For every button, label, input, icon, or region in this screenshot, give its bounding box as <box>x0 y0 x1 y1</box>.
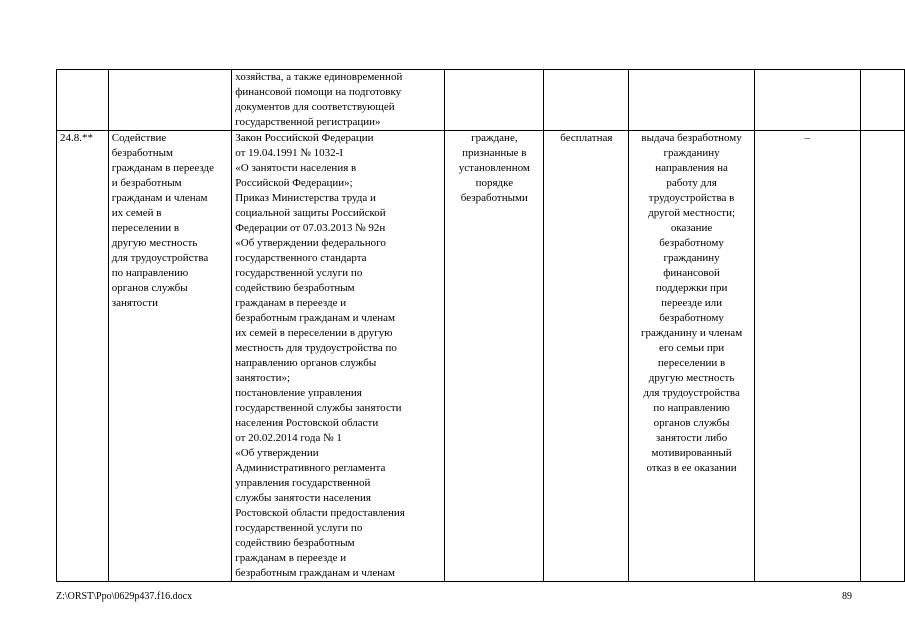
result-line: другую местность <box>648 372 735 384</box>
legal-basis-line: постановление управления <box>235 387 362 399</box>
cell-recipients <box>445 70 544 131</box>
table-row-24-8 <box>57 131 905 582</box>
cell-cost <box>544 70 629 131</box>
legal-basis-line: гражданам в переезде и <box>235 552 347 564</box>
legal-basis-line: Федерации от 07.03.2013 № 92н <box>235 222 386 234</box>
legal-basis-line: службы занятости населения <box>235 492 371 504</box>
service-line: другую местность <box>111 237 198 249</box>
service-line: Содействие <box>111 132 167 144</box>
legal-basis-line: безработным гражданам и членам <box>235 312 395 324</box>
recipients-line: порядке <box>475 177 514 189</box>
legal-basis-line: хозяйства, а также единовременной <box>235 71 403 83</box>
legal-basis-line: финансовой помощи на подготовку <box>235 86 402 98</box>
table-row-continuation <box>57 70 905 131</box>
legal-basis-line: Закон Российской Федерации <box>235 132 374 144</box>
legal-basis-line: государственной регистрации» <box>235 116 381 128</box>
service-line: для трудоустройства <box>111 252 209 264</box>
cell-col8 <box>860 70 904 131</box>
legal-basis-line: Российской Федерации»; <box>235 177 353 189</box>
legal-basis-line: Приказ Министерства труда и <box>235 192 376 204</box>
cell-service <box>108 70 232 131</box>
cell-service <box>108 131 232 582</box>
cell-legal-basis <box>232 131 445 582</box>
legal-basis-line: от 19.04.1991 № 1032-I <box>235 147 343 159</box>
recipients-line: установленном <box>458 162 530 174</box>
result-line: работу для <box>666 177 717 189</box>
service-line: гражданам в переезде <box>111 162 214 174</box>
recipients-line: признанные в <box>462 147 527 159</box>
legal-basis-line: «О занятости населения в <box>235 162 357 174</box>
result-line: переезде или <box>661 297 722 309</box>
result-line: поддержки при <box>655 282 728 294</box>
legal-basis-line: Административного регламента <box>235 462 386 474</box>
legal-basis-line: содействию безработным <box>235 537 355 549</box>
legal-basis-line: занятости»; <box>235 372 291 384</box>
result-line: органов службы <box>653 417 730 429</box>
dash-value: – <box>804 132 811 144</box>
cell-col8 <box>860 131 904 582</box>
legal-basis-line: государственной службы занятости <box>235 402 402 414</box>
cell-recipients <box>445 131 544 582</box>
service-line: по направлению <box>111 267 189 279</box>
legal-basis-line: безработным гражданам и членам <box>235 567 395 579</box>
legal-basis-line: управления государственной <box>235 477 371 489</box>
result-line: оказание <box>670 222 713 234</box>
service-line: органов службы <box>111 282 188 294</box>
legal-basis-line: гражданам в переезде и <box>235 297 347 309</box>
cell-cost <box>544 131 629 582</box>
row-number: 24.8.** <box>60 132 93 144</box>
result-line: для трудоустройства <box>643 387 740 399</box>
cost-value: бесплатная <box>560 132 613 144</box>
legal-basis-line: государственной услуги по <box>235 267 363 279</box>
result-line: занятости либо <box>655 432 728 444</box>
legal-basis-line: их семей в переселении в другую <box>235 327 393 339</box>
service-line: переселении в <box>111 222 180 234</box>
legal-basis-line: населения Ростовской области <box>235 417 379 429</box>
result-line: гражданину и членам <box>641 327 743 339</box>
cell-result <box>629 131 754 582</box>
recipients-line: граждане, <box>471 132 518 144</box>
cell-col7 <box>754 131 860 582</box>
result-line: безработному <box>659 237 724 249</box>
cell-number <box>57 70 109 131</box>
cell-number <box>57 131 109 582</box>
legal-basis-line: государственного стандарта <box>235 252 367 264</box>
result-line: финансовой <box>663 267 720 279</box>
legal-basis-line: от 20.02.2014 года № 1 <box>235 432 342 444</box>
legal-basis-line: документов для соответствующей <box>235 101 395 113</box>
result-line: трудоустройства в <box>648 192 735 204</box>
service-line: и безработным <box>111 177 182 189</box>
service-line: гражданам и членам <box>111 192 208 204</box>
legal-basis-line: социальной защиты Российской <box>235 207 386 219</box>
legal-basis-line: государственной услуги по <box>235 522 363 534</box>
legal-basis-line: «Об утверждении федерального <box>235 237 386 249</box>
result-line: по направлению <box>653 402 730 414</box>
result-line: выдача безработному <box>641 132 742 144</box>
result-line: отказ в ее оказании <box>646 462 737 474</box>
legal-basis-line: Ростовской области предоставления <box>235 507 405 519</box>
recipients-line: безработными <box>460 192 528 204</box>
result-line: безработному <box>659 312 724 324</box>
result-line: гражданину <box>663 252 720 264</box>
legal-basis-line: содействию безработным <box>235 282 355 294</box>
legal-basis-line: «Об утверждении <box>235 447 319 459</box>
cell-result <box>629 70 754 131</box>
cell-col7 <box>754 70 860 131</box>
service-line: их семей в <box>111 207 162 219</box>
result-line: гражданину <box>663 147 720 159</box>
cell-legal-basis <box>232 70 445 131</box>
legal-basis-line: направлению органов службы <box>235 357 377 369</box>
footer-file-path: Z:\ORST\Ppo\0629p437.f16.docx <box>56 591 193 602</box>
services-table <box>56 69 905 582</box>
result-line: другой местности; <box>648 207 736 219</box>
service-line: безработным <box>111 147 173 159</box>
footer-page-number: 89 <box>842 591 852 602</box>
service-line: занятости <box>111 297 158 309</box>
result-line: его семьи при <box>659 342 725 354</box>
legal-basis-line: местность для трудоустройства по <box>235 342 397 354</box>
result-line: направления на <box>655 162 728 174</box>
result-line: мотивированный <box>651 447 732 459</box>
result-line: переселении в <box>657 357 726 369</box>
